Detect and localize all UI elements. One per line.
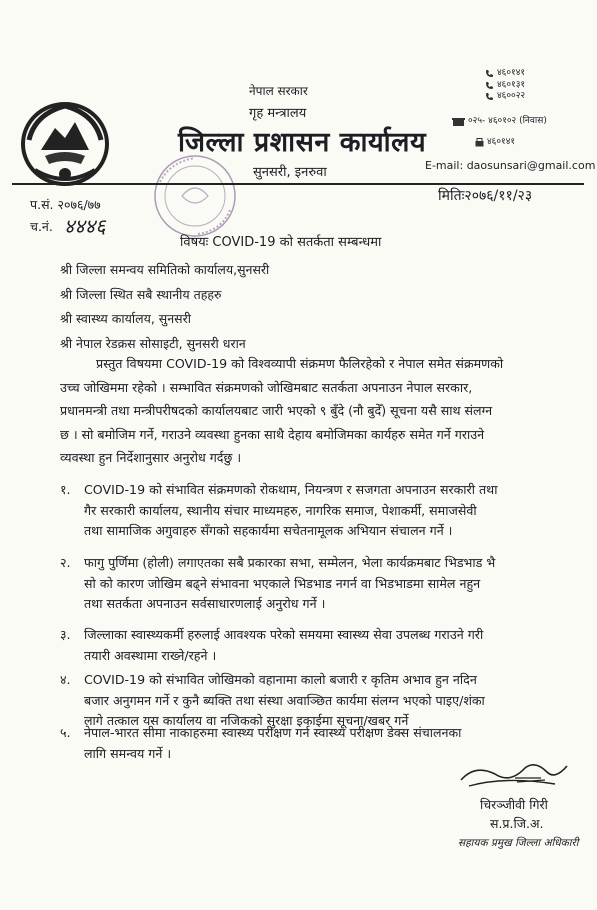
phone-number: ४६०१३१ bbox=[497, 79, 526, 90]
phone-icon bbox=[485, 81, 494, 90]
phone-number: ४६०१४१ bbox=[497, 68, 526, 78]
signature-scribble bbox=[455, 758, 575, 792]
item-number: ४. bbox=[60, 672, 71, 687]
list-item bbox=[60, 480, 580, 542]
intro-paragraph bbox=[60, 352, 572, 470]
item-line: तथा सतर्कता अपनाउन सर्वसाधारणलाई अनुरोध गर्ने । bbox=[84, 596, 326, 611]
item-line: जिल्लाका स्वास्थ्यकर्मी हरुलाई आवश्यक परेको समयमा स्वास्थ्य सेवा उपलब्ध गराउने गरी bbox=[84, 627, 484, 642]
item-line: फागु पुर्णिमा (होली) लगाएतका सबै प्रकारका सभा, सम्मेलन, भेला कार्यक्रमबाट भिडभाड भै bbox=[84, 555, 496, 570]
item-line: नेपाल-भारत सीमा नाकाहरुमा स्वास्थ्य परीक्षण गर्न स्वास्थ्य परीक्षण डेक्स संचालनका bbox=[84, 725, 462, 740]
phone-icon bbox=[485, 92, 494, 101]
list-item bbox=[60, 625, 580, 666]
intro-line: व्यवस्था हुन निर्देशानुसार अनुरोध गर्दछु । bbox=[60, 450, 242, 465]
fax-number: ४६०१४१ bbox=[487, 137, 516, 147]
item-line: सो को कारण जोखिम बढ्ने संभावना भएकाले भिडभाड नगर्न वा भिडभाडमा सामेल नहुन bbox=[84, 575, 481, 591]
recipient: श्री नेपाल रेडक्रस सोसाइटी, सुनसरी धरान bbox=[60, 335, 246, 351]
fax-icon bbox=[475, 138, 484, 147]
signatory-handwritten-designation: सहायक प्रमुख जिल्ला अधिकारी bbox=[458, 837, 579, 849]
item-line: COVID-19 को संभावित संक्रमणको रोकथाम, नियन्त्रण र सजगता अपनाउन सरकारी तथा bbox=[84, 482, 498, 497]
item-line: बजार अनुगमन गर्ने र कुनै ब्यक्ति तथा संस्था अवाञ्छित कार्यमा संलग्न भएको पाइए/शंका bbox=[84, 692, 485, 708]
phone-icon bbox=[485, 69, 494, 78]
office-location: सुनसरी, इनरुवा bbox=[253, 165, 327, 180]
letter-date: मितिः२०७६/११/२३ bbox=[438, 188, 533, 204]
recipient: श्री स्वास्थ्य कार्यालय, सुनसरी bbox=[60, 311, 191, 326]
recipient-list bbox=[60, 259, 269, 357]
intro-line: प्रस्तुत विषयमा COVID-19 को विश्वव्यापी संक्रमण फैलिरहेको र नेपाल समेत संक्रमणको bbox=[96, 356, 504, 371]
telephone-set-icon bbox=[452, 117, 465, 126]
item-number: ५. bbox=[60, 725, 71, 740]
item-number: १. bbox=[60, 482, 71, 497]
item-line: तथा सामाजिक अगुवाहरु सँगको सहकार्यमा सचेतनामूलक अभियान संचालन गर्ने । bbox=[84, 523, 453, 538]
item-line: लागे तत्काल यस कार्यालय वा नजिकको सुरक्षा इकाईमा सूचना/खबर गर्ने bbox=[84, 713, 409, 728]
fax bbox=[475, 137, 515, 149]
intro-line: छ । सो बमोजिम गर्ने, गराउने व्यवस्था हुनका साथै देहाय बमोजिमका कार्यहरु समेत गर्ने गराउने bbox=[60, 426, 485, 442]
phone-1 bbox=[485, 68, 525, 80]
ministry-name: गृह मन्त्रालय bbox=[249, 106, 307, 121]
intro-line: उच्च जोखिममा रहेको । सम्भावित संक्रमणको जोखिमबाट सतर्कता अपनाउन नेपाल सरकार, bbox=[60, 379, 473, 395]
phone-3 bbox=[485, 91, 525, 103]
chalani-label: च.नं. bbox=[30, 219, 53, 234]
residence-phone bbox=[452, 116, 547, 128]
office-title: जिल्ला प्रशासन कार्यालय bbox=[178, 127, 427, 158]
chalani-number: ४४४६ bbox=[64, 214, 106, 238]
recipient: श्री जिल्ला स्थित सबै स्थानीय तहहरु bbox=[60, 286, 222, 302]
signatory-title: स.प्र.जि.अ. bbox=[490, 816, 544, 831]
item-number: २. bbox=[60, 555, 71, 570]
list-item bbox=[60, 553, 580, 615]
contact-phones bbox=[485, 68, 525, 103]
signatory-name: चिरञ्जीवी गिरी bbox=[480, 797, 548, 812]
item-line: तयारी अवस्थामा राख्ने/रहने । bbox=[84, 647, 217, 663]
nepal-government-emblem bbox=[15, 92, 115, 190]
item-line: COVID-19 को संभावित जोखिमको वहानामा कालो बजारी र कृतिम अभाव हुन नदिन bbox=[84, 672, 477, 687]
item-line: गैर सरकारी कार्यालय, स्थानीय संचार माध्यमहरु, नागरिक समाज, पेशाकर्मी, समाजसेवी bbox=[84, 502, 477, 518]
intro-line: प्रधानमन्त्री तथा मन्त्रीपरीषदको कार्यालयबाट जारी भएको ९ बुँदे (नौ बुदेँ) सूचना यसै साथ संलग्न bbox=[60, 403, 493, 418]
government-name: नेपाल सरकार bbox=[249, 84, 308, 98]
phone-number: ४६००२२ bbox=[497, 91, 526, 101]
phone-2 bbox=[485, 80, 525, 92]
patra-sankhya: प.सं. २०७६/७७ bbox=[30, 197, 101, 212]
residence-phone-number: ०२५- ४६०१०२ (निवास) bbox=[468, 116, 547, 126]
letter-subject: विषयः COVID-19 को सतर्कता सम्बन्धमा bbox=[180, 235, 382, 250]
office-stamp bbox=[150, 152, 240, 240]
item-number: ३. bbox=[60, 627, 71, 642]
recipient: श्री जिल्ला समन्वय समितिको कार्यालय,सुनसरी bbox=[60, 262, 270, 277]
item-line: लागि समन्वय गर्ने । bbox=[84, 745, 172, 761]
header-divider bbox=[12, 183, 584, 185]
email-address: E-mail: daosunsari@gmail.com bbox=[425, 159, 596, 172]
